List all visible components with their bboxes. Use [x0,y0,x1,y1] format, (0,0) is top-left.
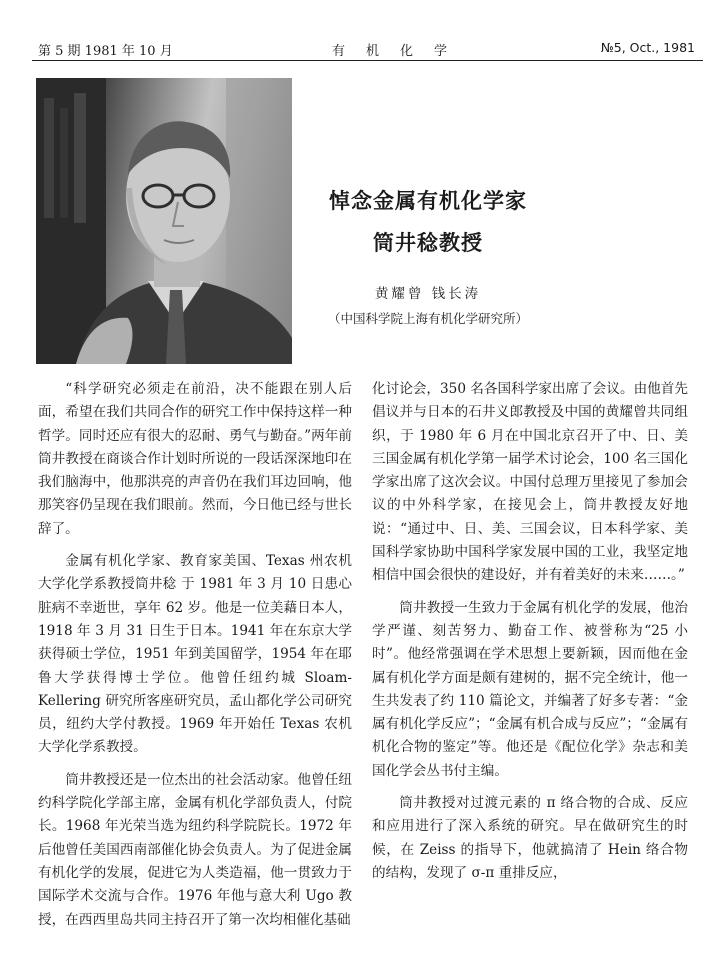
paragraph-biography: 金属有机化学家、教育家美国、Texas 州农机大学化学系教授筒井稔 于 1981 年 3 月 10 日患心脏病不幸逝世，享年 62 岁。他是一位美藉日本人，1918 年 3 月 31 日生于日本。1941 年在东京大学获得硕士学位，1951 年到美国留学，1954 年在耶鲁大学获得博士学位。他曾任纽约城 Sloam-Kellering 研究所客座研究员，孟山都化学公司研究员，纽约大学付教授。1969 年开始任 Texas 农机大学化学系教授。 [38,553,352,756]
paragraph-social-activities: 筒井教授还是一位杰出的社会活动家。他曾任纽约科学院化学部主席，金属有机化学部负责人，付院长。1968 年光荣当选为纽约科学院院长。1972 年后他曾任美国西南部催化协会负责人。为了促进金属有机化学的发展，促进它为人类造福，他一贯致力于国际学术交流与合作。1976 年他与意大利 Ugo 教授，在西西里岛共同主持召开了第一次均相催化基础 [38,771,352,928]
article-title-line-2: 筒井稔教授 [373,231,483,255]
body-column-left [38,378,352,932]
issue-date-left: 第 5 期 1981 年 10 月 [38,44,173,59]
paragraph-conference-continued: 化讨论会，350 名各国科学家出席了会议。由他首先倡议并与日本的石井义郎教授及中国的黄耀曾共同组织，于 1980 年 6 月在中国北京召开了中、日、美三国金属有机化学第一届学术讨论会，100 名三国化学家出席了这次会议。中国付总理万里接见了参加会议的中外科学家，在接见会上，筒井教授友好地说：“通过中、日、美、三国会议，日本科学家、美国科学家协助中国科学家发展中国的工业，我坚定地相信中国会很快的建设好，并有着美好的未来……。” [372,381,688,584]
article-title-line-1: 悼念金属有机化学家 [329,189,527,213]
author-affiliation: （中国科学院上海有机化学研究所） [327,311,528,326]
paragraph-scientific-career: 筒井教授一生致力于金属有机化学的发展，他治学严谨、刻苦努力、勤奋工作、被誉称为“25 小时”。他经常强调在学术思想上要新颖，因而他在金属有机化学方面是颇有建树的，据不完全统计，他一生共发表了约 110 篇论文，并编著了好多专著：“金属有机化学反应”；“金属有机合成与反应”；“金属有机化合物的鉴定”等。他还是《配位化学》杂志和美国化学会丛书付主编。 [372,599,688,779]
header-rule [32,60,703,61]
issue-date-right: №5, Oct., 1981 [600,40,695,55]
body-column-right [372,378,688,885]
article-authors: 黄耀曾 钱长涛 [374,286,482,302]
journal-name: 有机化学 [332,44,469,59]
running-header [32,38,703,60]
portrait-photo [36,78,292,364]
paragraph-opening-quote: “科学研究必须走在前沿，决不能跟在别人后面，希望在我们共同合作的研究工作中保持这样一种哲学。同时还应有很大的忍耐、勇气与勤奋。”两年前筒井教授在商谈合作计划时所说的一段话深深地印在我们脑海中，他那洪亮的声音仍在我们耳边回响，他那笑容仍呈现在我们眼前。然而，今日他已经与世长辞了。 [38,381,352,537]
paragraph-research-pi-complexes: 筒井教授对过渡元素的 π 络合物的合成、反应和应用进行了深入系统的研究。早在做研究生的时候，在 Zeiss 的指导下，他就搞清了 Hein 络合物的结构，发现了 σ-π 重排反应， [372,795,688,881]
